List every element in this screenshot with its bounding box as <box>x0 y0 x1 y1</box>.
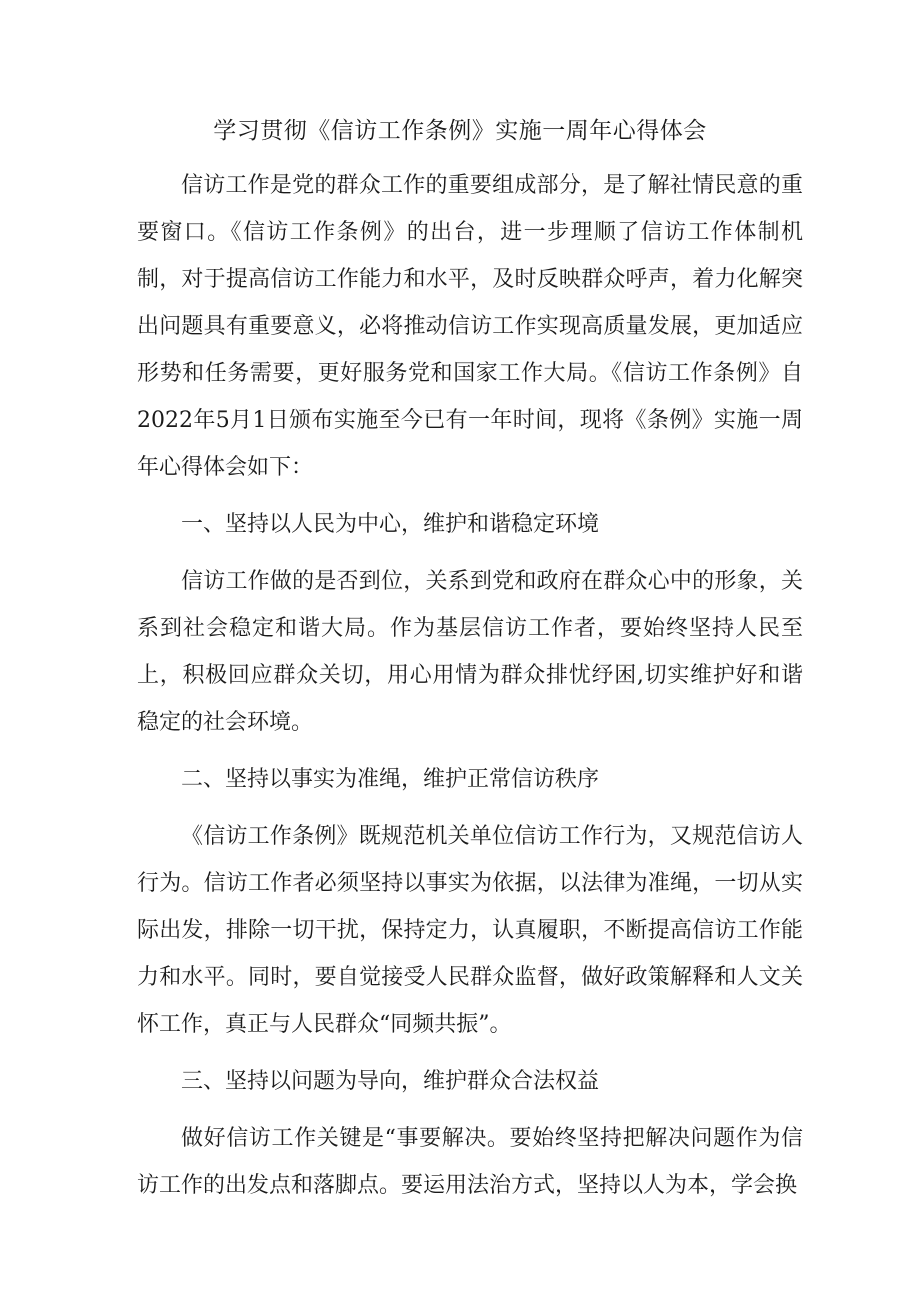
document-body <box>137 162 803 1209</box>
intro-paragraph: 信访工作是党的群众工作的重要组成部分，是了解社情民意的重要窗口。《信访工作条例》的出台，进一步理顺了信访工作体制机制，对于提高信访工作能力和水平，及时反映群众呼声，着力化解突出问题具有重要意义，必将推动信访工作实现高质量发展，更加适应形势和任务需要，更好服务党和国家工作大局。《信访工作条例》自2022年5月1日颁布实施至今已有一年时间，现将《条例》实施一周年心得体会如下： <box>137 173 803 480</box>
section-3-heading: 三、坚持以问题为导向，维护群众合法权益 <box>181 1069 600 1094</box>
section-3-paragraph: 做好信访工作关键是“事要解决。要始终坚持把解决问题作为信访工作的出发点和落脚点。要运用法治方式，坚持以人为本，学会换 <box>137 1126 803 1198</box>
section-1-paragraph: 信访工作做的是否到位，关系到党和政府在群众心中的形象，关系到社会稳定和谐大局。作为基层信访工作者，要始终坚持人民至上，积极回应群众关切，用心用情为群众排忧纾困,切实维护好和谐稳定的社会环境。 <box>137 569 803 735</box>
section-2-paragraph: 《信访工作条例》既规范机关单位信访工作行为，又规范信访人行为。信访工作者必须坚持以事实为依据，以法律为准绳，一切从实际出发，排除一切干扰，保持定力，认真履职，不断提高信访工作能力和水平。同时，要自觉接受人民群众监督，做好政策解释和人文关怀工作，真正与人民群众“同频共振”。 <box>137 824 803 1037</box>
section-2-heading: 二、坚持以事实为准绳，维护正常信访秩序 <box>181 767 600 792</box>
section-1-heading: 一、坚持以人民为中心，维护和谐稳定环境 <box>181 512 600 537</box>
document-title: 学习贯彻《信访工作条例》实施一周年心得体会 <box>213 118 707 144</box>
